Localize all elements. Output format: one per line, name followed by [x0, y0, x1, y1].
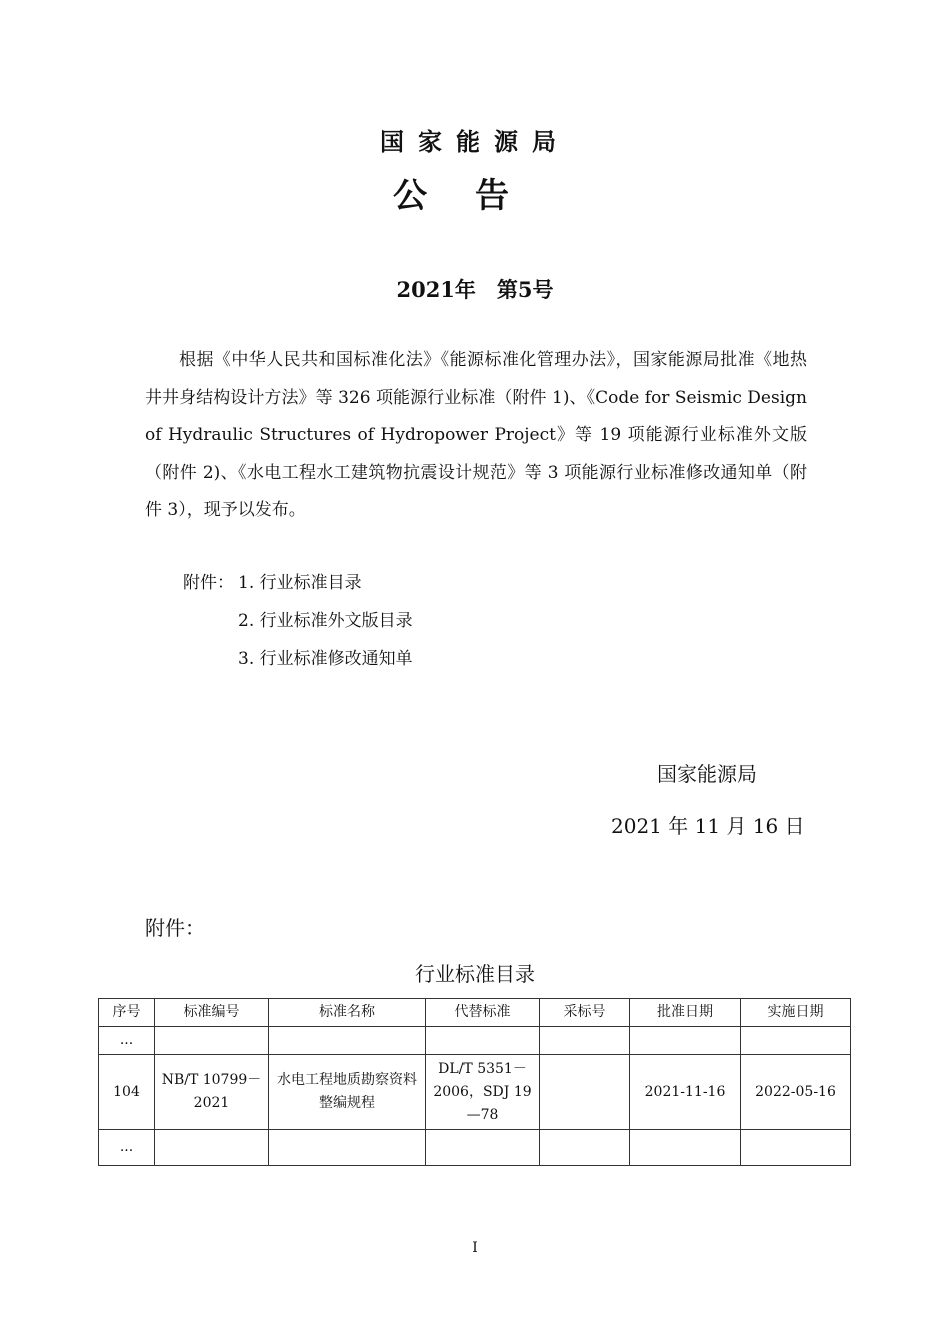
signature-date: 2021 年 11 月 16 日	[611, 814, 805, 838]
table-cell	[269, 1130, 426, 1166]
attachment-label: 附件：	[183, 573, 234, 593]
table-cell	[426, 1027, 540, 1055]
attachment-item-text: 3. 行业标准修改通知单	[238, 649, 413, 669]
table-cell	[630, 1027, 741, 1055]
table-cell: 水电工程地质勘察资料整编规程	[269, 1055, 426, 1130]
table-header-row	[99, 999, 851, 1027]
standards-table	[98, 998, 851, 1166]
table-cell	[540, 1130, 630, 1166]
column-header: 实施日期	[741, 999, 851, 1027]
table-cell: ...	[99, 1027, 155, 1055]
table-cell: DL/T 5351－2006，SDJ 19—78	[426, 1055, 540, 1130]
table-cell	[155, 1130, 269, 1166]
attachment-item	[183, 640, 413, 678]
table-cell	[426, 1130, 540, 1166]
table-cell	[741, 1130, 851, 1166]
column-header: 采标号	[540, 999, 630, 1027]
column-header: 标准名称	[269, 999, 426, 1027]
table-cell: 2021-11-16	[630, 1055, 741, 1130]
column-header: 批准日期	[630, 999, 741, 1027]
issuing-organization-title: 国家能源局	[380, 128, 570, 156]
notice-title: 公告	[393, 176, 557, 216]
table-cell	[155, 1027, 269, 1055]
issue-number: 2021年 第5号	[396, 277, 554, 302]
appendix-table-title: 行业标准目录	[415, 962, 535, 986]
column-header: 标准编号	[155, 999, 269, 1027]
table-row	[99, 1027, 851, 1055]
table-row	[99, 1055, 851, 1130]
table-cell: NB/T 10799－2021	[155, 1055, 269, 1130]
table-cell	[540, 1027, 630, 1055]
signature-issuer: 国家能源局	[657, 762, 757, 786]
table-cell: ...	[99, 1130, 155, 1166]
table-cell: 104	[99, 1055, 155, 1130]
table-cell	[540, 1055, 630, 1130]
attachment-item-text: 1. 行业标准目录	[238, 573, 362, 593]
table-row	[99, 1130, 851, 1166]
table-cell	[630, 1130, 741, 1166]
page-number: I	[472, 1240, 478, 1256]
attachment-item	[183, 564, 413, 602]
table-cell	[741, 1027, 851, 1055]
appendix-label: 附件：	[145, 916, 205, 940]
attachment-item	[183, 602, 413, 640]
column-header: 序号	[99, 999, 155, 1027]
column-header: 代替标准	[426, 999, 540, 1027]
table-cell: 2022-05-16	[741, 1055, 851, 1130]
attachment-list	[183, 564, 413, 678]
table-cell	[269, 1027, 426, 1055]
attachment-item-text: 2. 行业标准外文版目录	[238, 611, 413, 631]
announcement-paragraph: 根据《中华人民共和国标准化法》《能源标准化管理办法》，国家能源局批准《地热井井身结构设计方法》等 326 项能源行业标准（附件 1)、《Code for Seismic Design of Hydraulic Structures of Hydropower Project》等 19 项能源行业标准外文版（附件 2)、《水电工程水工建筑物抗震设计规范》等 3 项能源行业标准修改通知单（附件 3），现予以发布。	[145, 350, 807, 520]
